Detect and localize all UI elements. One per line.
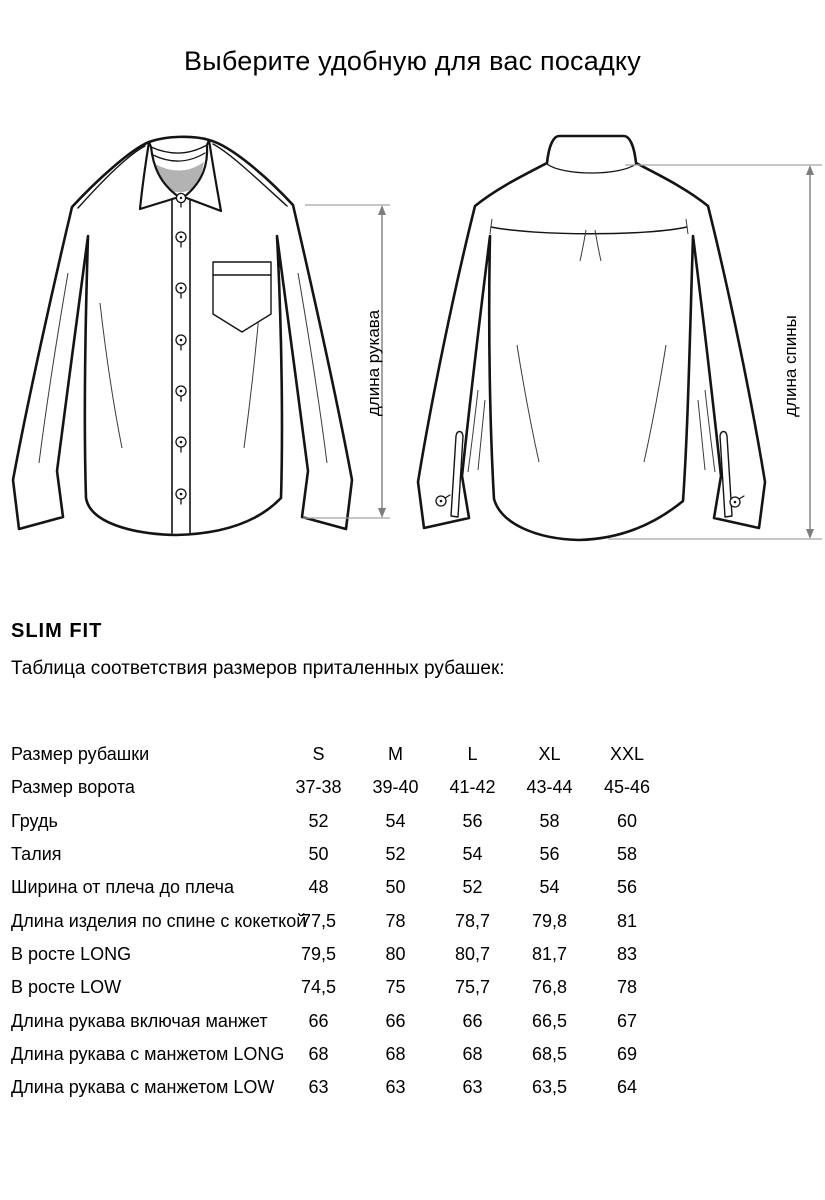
table-row <box>0 1038 672 1071</box>
row-value: 81,7 <box>531 943 568 964</box>
table-row <box>0 838 672 871</box>
row-value: 50 <box>308 844 329 865</box>
row-label: Длина рукава включая манжет <box>11 1010 268 1031</box>
row-label: Размер ворота <box>11 777 135 798</box>
row-value: 52 <box>308 810 329 831</box>
table-row <box>0 1004 672 1037</box>
shirt-back-outline <box>418 136 765 540</box>
row-value: 63 <box>308 1077 329 1098</box>
row-label: В росте LONG <box>11 943 132 964</box>
row-value: 48 <box>308 877 329 898</box>
row-value: 52 <box>462 877 483 898</box>
row-value: 75,7 <box>454 977 491 998</box>
row-value: 54 <box>462 844 483 865</box>
fit-heading: SLIM FIT <box>11 620 103 642</box>
row-value: 63,5 <box>531 1077 568 1098</box>
row-value: 78,7 <box>454 910 491 931</box>
row-value: 41-42 <box>449 777 496 798</box>
row-value: 74,5 <box>300 977 337 998</box>
row-label: Грудь <box>11 810 58 831</box>
row-label: В росте LOW <box>11 977 122 998</box>
row-value: 75 <box>385 977 406 998</box>
row-value: 80,7 <box>454 943 491 964</box>
row-value: 67 <box>616 1010 638 1031</box>
row-value: 39-40 <box>372 777 419 798</box>
size-column-header: L <box>467 744 478 765</box>
row-value: 77,5 <box>300 910 337 931</box>
row-value: 79,5 <box>300 943 337 964</box>
row-value: 56 <box>616 877 638 898</box>
row-value: 79,8 <box>531 910 568 931</box>
row-value: 60 <box>616 810 638 831</box>
row-value: 80 <box>385 943 406 964</box>
row-label: Размер рубашки <box>11 744 150 765</box>
row-label: Талия <box>11 844 62 865</box>
back-crease <box>478 400 485 470</box>
row-value: 68 <box>462 1043 483 1064</box>
row-label: Ширина от плеча до плеча <box>11 877 235 898</box>
row-value: 66 <box>308 1010 329 1031</box>
row-value: 66 <box>462 1010 483 1031</box>
row-value: 66 <box>385 1010 406 1031</box>
row-value: 58 <box>616 844 638 865</box>
row-label: Длина изделия по спине с кокеткой <box>11 910 307 931</box>
size-column-header: XXL <box>609 744 645 765</box>
table-row <box>0 871 672 904</box>
table-row <box>0 771 672 804</box>
row-value: 37-38 <box>295 777 342 798</box>
page-title: Выберите удобную для вас посадку <box>184 46 641 76</box>
sleeve-length-label: длина рукава <box>364 309 383 417</box>
row-label: Длина рукава с манжетом LOW <box>11 1077 275 1098</box>
shirt-back-view-diagram <box>405 130 825 550</box>
row-value: 56 <box>539 844 560 865</box>
row-value: 78 <box>616 977 638 998</box>
row-value: 56 <box>462 810 483 831</box>
row-value: 83 <box>616 943 638 964</box>
back-crease <box>698 400 705 470</box>
size-table <box>0 738 672 1104</box>
row-value: 43-44 <box>526 777 573 798</box>
row-value: 45-46 <box>603 777 651 798</box>
row-value: 69 <box>616 1043 638 1064</box>
shirt-front-view-diagram <box>8 133 408 545</box>
row-value: 81 <box>616 910 638 931</box>
row-value: 66,5 <box>531 1010 568 1031</box>
size-column-header: S <box>312 744 325 765</box>
table-row <box>0 971 672 1004</box>
row-value: 54 <box>385 810 406 831</box>
row-value: 52 <box>385 844 406 865</box>
table-row <box>0 1071 672 1104</box>
table-row <box>0 805 672 838</box>
row-value: 76,8 <box>531 977 568 998</box>
row-value: 63 <box>385 1077 406 1098</box>
row-value: 68 <box>308 1043 329 1064</box>
row-value: 78 <box>385 910 406 931</box>
size-column-header: M <box>388 744 403 765</box>
table-subtitle: Таблица соответствия размеров приталенных рубашек: <box>11 658 505 679</box>
size-column-header: XL <box>538 744 561 765</box>
row-value: 68,5 <box>531 1043 568 1064</box>
row-value: 68 <box>385 1043 406 1064</box>
row-label: Длина рукава с манжетом LONG <box>11 1043 285 1064</box>
row-value: 54 <box>539 877 560 898</box>
row-value: 58 <box>539 810 560 831</box>
row-value: 50 <box>385 877 406 898</box>
row-value: 63 <box>462 1077 483 1098</box>
table-row <box>0 904 672 937</box>
back-length-label: длина спины <box>781 315 800 417</box>
table-header-row <box>0 738 672 771</box>
table-row <box>0 938 672 971</box>
row-value: 64 <box>616 1077 638 1098</box>
